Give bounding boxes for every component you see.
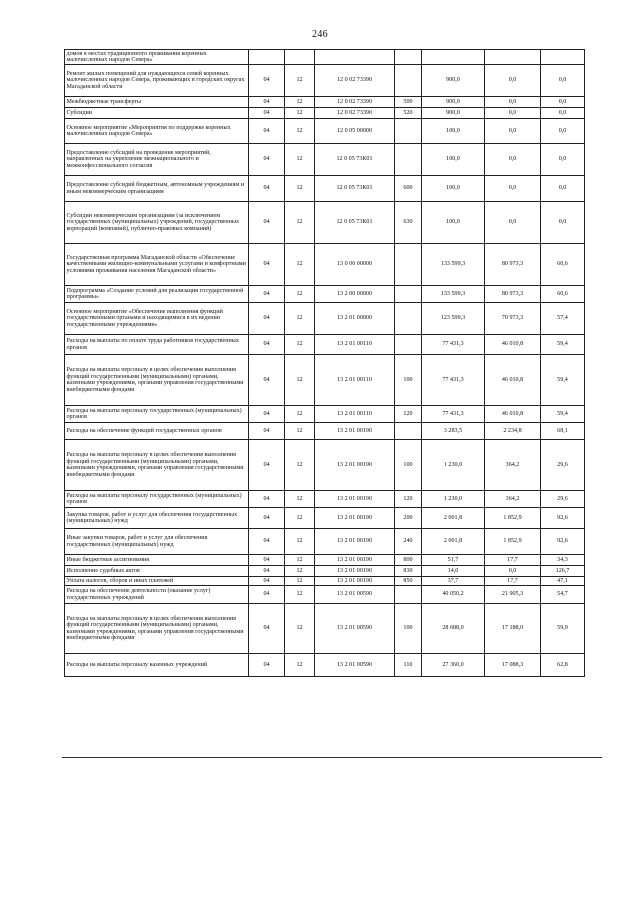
budget-table bbox=[64, 49, 585, 677]
planned-amount-cell: 77 431,3 bbox=[422, 406, 485, 423]
execution-percent-cell: 0,0 bbox=[541, 108, 585, 119]
row-name-cell: Расходы на выплаты персоналу в целях обеспечения выполнения функций государственными (муниципальными) органами, казенными учреждениями, органами управления государственными внебюджетными фондами bbox=[65, 440, 249, 491]
expense-type-cell bbox=[395, 303, 422, 335]
subsection-code-cell: 12 bbox=[285, 577, 315, 586]
row-name-cell: Иные бюджетные ассигнования bbox=[65, 555, 249, 566]
expense-type-cell bbox=[395, 423, 422, 440]
target-article-cell: 13 2 01 00190 bbox=[315, 566, 395, 577]
subsection-code-cell: 12 bbox=[285, 440, 315, 491]
target-article-cell: 12 0 02 73390 bbox=[315, 65, 395, 97]
execution-percent-cell: 34,3 bbox=[541, 555, 585, 566]
table-row bbox=[65, 202, 585, 244]
section-code-cell: 04 bbox=[249, 555, 285, 566]
subsection-code-cell: 12 bbox=[285, 604, 315, 654]
section-code-cell: 04 bbox=[249, 335, 285, 355]
target-article-cell: 13 2 01 00590 bbox=[315, 586, 395, 604]
page-number: 246 bbox=[312, 29, 328, 40]
expense-type-cell: 240 bbox=[395, 529, 422, 555]
actual-amount-cell: 0,0 bbox=[485, 108, 541, 119]
expense-type-cell bbox=[395, 65, 422, 97]
subsection-code-cell: 12 bbox=[285, 176, 315, 202]
subsection-code-cell: 12 bbox=[285, 108, 315, 119]
subsection-code-cell: 12 bbox=[285, 144, 315, 176]
planned-amount-cell: 37,7 bbox=[422, 577, 485, 586]
planned-amount-cell: 3 283,5 bbox=[422, 423, 485, 440]
execution-percent-cell: 29,6 bbox=[541, 491, 585, 508]
table-row bbox=[65, 423, 585, 440]
actual-amount-cell bbox=[485, 50, 541, 65]
target-article-cell: 12 0 02 73390 bbox=[315, 108, 395, 119]
row-name-cell: Основное мероприятие «Обеспечение выполнения функций государственными органами и находящимися в их ведении государственными учреждениями» bbox=[65, 303, 249, 335]
subsection-code-cell: 12 bbox=[285, 654, 315, 677]
row-name-cell: Субсидии bbox=[65, 108, 249, 119]
target-article-cell: 13 2 01 00110 bbox=[315, 335, 395, 355]
target-article-cell: 13 0 00 00000 bbox=[315, 244, 395, 286]
section-code-cell: 04 bbox=[249, 654, 285, 677]
target-article-cell: 13 2 01 00190 bbox=[315, 555, 395, 566]
budget-table-body bbox=[65, 50, 585, 677]
planned-amount-cell: 100,0 bbox=[422, 176, 485, 202]
planned-amount-cell: 100,0 bbox=[422, 144, 485, 176]
subsection-code-cell: 12 bbox=[285, 566, 315, 577]
planned-amount-cell: 77 431,3 bbox=[422, 335, 485, 355]
subsection-code-cell: 12 bbox=[285, 406, 315, 423]
subsection-code-cell bbox=[285, 50, 315, 65]
planned-amount-cell: 14,0 bbox=[422, 566, 485, 577]
actual-amount-cell: 17,7 bbox=[485, 577, 541, 586]
table-row bbox=[65, 303, 585, 335]
subsection-code-cell: 12 bbox=[285, 335, 315, 355]
table-row bbox=[65, 335, 585, 355]
target-article-cell bbox=[315, 50, 395, 65]
planned-amount-cell bbox=[422, 50, 485, 65]
row-name-cell: Расходы на обеспечение функций государственных органов bbox=[65, 423, 249, 440]
row-name-cell: Расходы на выплаты персоналу казенных учреждений bbox=[65, 654, 249, 677]
target-article-cell: 12 0 05 73К01 bbox=[315, 144, 395, 176]
actual-amount-cell: 0,0 bbox=[485, 202, 541, 244]
planned-amount-cell: 900,0 bbox=[422, 97, 485, 108]
table-row bbox=[65, 529, 585, 555]
table-row bbox=[65, 406, 585, 423]
execution-percent-cell: 0,0 bbox=[541, 176, 585, 202]
target-article-cell: 13 2 01 00190 bbox=[315, 508, 395, 529]
row-name-cell: Расходы на выплаты персоналу государственных (муниципальных) органов bbox=[65, 406, 249, 423]
planned-amount-cell: 133 599,3 bbox=[422, 286, 485, 303]
target-article-cell: 12 0 05 73К01 bbox=[315, 176, 395, 202]
section-code-cell: 04 bbox=[249, 577, 285, 586]
planned-amount-cell: 40 050,2 bbox=[422, 586, 485, 604]
execution-percent-cell: 68,1 bbox=[541, 423, 585, 440]
section-code-cell: 04 bbox=[249, 244, 285, 286]
section-code-cell: 04 bbox=[249, 286, 285, 303]
table-row bbox=[65, 176, 585, 202]
expense-type-cell: 520 bbox=[395, 108, 422, 119]
actual-amount-cell: 0,0 bbox=[485, 144, 541, 176]
execution-percent-cell: 60,6 bbox=[541, 244, 585, 286]
table-row bbox=[65, 577, 585, 586]
table-row bbox=[65, 491, 585, 508]
target-article-cell: 13 2 01 00190 bbox=[315, 577, 395, 586]
expense-type-cell: 100 bbox=[395, 355, 422, 406]
row-name-cell: Государственная программа Магаданской области «Обеспечение качественными жилищно-коммунальными услугами и комфортными условиями проживания населения Магаданской области» bbox=[65, 244, 249, 286]
table-row bbox=[65, 244, 585, 286]
table-row bbox=[65, 355, 585, 406]
row-name-cell: домов в местах традиционного проживания коренных малочисленных народов Севера» bbox=[65, 50, 249, 65]
planned-amount-cell: 100,0 bbox=[422, 202, 485, 244]
section-code-cell: 04 bbox=[249, 440, 285, 491]
subsection-code-cell: 12 bbox=[285, 119, 315, 144]
row-name-cell: Основное мероприятие «Мероприятия по поддержке коренных малочисленных народов Севера» bbox=[65, 119, 249, 144]
section-code-cell: 04 bbox=[249, 97, 285, 108]
target-article-cell: 12 0 05 00000 bbox=[315, 119, 395, 144]
target-article-cell: 13 2 01 00190 bbox=[315, 423, 395, 440]
execution-percent-cell bbox=[541, 50, 585, 65]
actual-amount-cell: 80 973,3 bbox=[485, 244, 541, 286]
actual-amount-cell: 46 010,8 bbox=[485, 335, 541, 355]
target-article-cell: 13 2 01 00190 bbox=[315, 440, 395, 491]
section-code-cell: 04 bbox=[249, 423, 285, 440]
actual-amount-cell: 0,0 bbox=[485, 566, 541, 577]
expense-type-cell: 200 bbox=[395, 508, 422, 529]
row-name-cell: Субсидии некоммерческим организациям (за исключением государственных (муниципальных) учреждений, государственных корпораций (компаний), публично-правовых компаний) bbox=[65, 202, 249, 244]
execution-percent-cell: 0,0 bbox=[541, 144, 585, 176]
execution-percent-cell: 59,4 bbox=[541, 406, 585, 423]
section-code-cell: 04 bbox=[249, 566, 285, 577]
subsection-code-cell: 12 bbox=[285, 555, 315, 566]
actual-amount-cell: 0,0 bbox=[485, 119, 541, 144]
section-code-cell: 04 bbox=[249, 144, 285, 176]
expense-type-cell: 850 bbox=[395, 577, 422, 586]
subsection-code-cell: 12 bbox=[285, 244, 315, 286]
table-row bbox=[65, 286, 585, 303]
execution-percent-cell: 126,7 bbox=[541, 566, 585, 577]
section-code-cell: 04 bbox=[249, 119, 285, 144]
target-article-cell: 13 2 01 00190 bbox=[315, 529, 395, 555]
table-row bbox=[65, 604, 585, 654]
expense-type-cell: 600 bbox=[395, 176, 422, 202]
subsection-code-cell: 12 bbox=[285, 423, 315, 440]
actual-amount-cell: 364,2 bbox=[485, 440, 541, 491]
planned-amount-cell: 51,7 bbox=[422, 555, 485, 566]
table-row bbox=[65, 108, 585, 119]
actual-amount-cell: 2 234,8 bbox=[485, 423, 541, 440]
table-row bbox=[65, 97, 585, 108]
execution-percent-cell: 60,6 bbox=[541, 286, 585, 303]
execution-percent-cell: 92,6 bbox=[541, 508, 585, 529]
actual-amount-cell: 1 852,9 bbox=[485, 508, 541, 529]
execution-percent-cell: 0,0 bbox=[541, 65, 585, 97]
planned-amount-cell: 900,0 bbox=[422, 108, 485, 119]
row-name-cell: Ремонт жилых помещений для нуждающихся семей коренных малочисленных народов Севера, проживающих в городских округах Магаданской области bbox=[65, 65, 249, 97]
section-code-cell: 04 bbox=[249, 65, 285, 97]
section-code-cell: 04 bbox=[249, 491, 285, 508]
actual-amount-cell: 17,7 bbox=[485, 555, 541, 566]
expense-type-cell bbox=[395, 144, 422, 176]
row-name-cell: Подпрограмма «Создание условий для реализации государственной программы» bbox=[65, 286, 249, 303]
footer-rule bbox=[62, 757, 602, 758]
table-row bbox=[65, 586, 585, 604]
subsection-code-cell: 12 bbox=[285, 97, 315, 108]
table-row bbox=[65, 65, 585, 97]
actual-amount-cell: 46 010,8 bbox=[485, 355, 541, 406]
target-article-cell: 12 0 02 73390 bbox=[315, 97, 395, 108]
section-code-cell: 04 bbox=[249, 529, 285, 555]
row-name-cell: Предоставление субсидий на проведение мероприятий, направленных на укрепление межнационального и межконфессионального согласия bbox=[65, 144, 249, 176]
actual-amount-cell: 0,0 bbox=[485, 65, 541, 97]
expense-type-cell: 800 bbox=[395, 555, 422, 566]
expense-type-cell bbox=[395, 50, 422, 65]
actual-amount-cell: 17 188,0 bbox=[485, 604, 541, 654]
subsection-code-cell: 12 bbox=[285, 491, 315, 508]
section-code-cell: 04 bbox=[249, 355, 285, 406]
expense-type-cell: 110 bbox=[395, 654, 422, 677]
section-code-cell: 04 bbox=[249, 303, 285, 335]
section-code-cell: 04 bbox=[249, 508, 285, 529]
planned-amount-cell: 133 599,3 bbox=[422, 244, 485, 286]
target-article-cell: 13 2 01 00190 bbox=[315, 491, 395, 508]
expense-type-cell bbox=[395, 586, 422, 604]
row-name-cell: Расходы на выплаты персоналу в целях обеспечения выполнения функций государственными (муниципальными) органами, казенными учреждениями, органами управления государственными внебюджетными фондами bbox=[65, 604, 249, 654]
table-row bbox=[65, 119, 585, 144]
table-row bbox=[65, 566, 585, 577]
execution-percent-cell: 29,6 bbox=[541, 440, 585, 491]
execution-percent-cell: 47,1 bbox=[541, 577, 585, 586]
actual-amount-cell: 17 088,3 bbox=[485, 654, 541, 677]
execution-percent-cell: 62,8 bbox=[541, 654, 585, 677]
planned-amount-cell: 1 230,0 bbox=[422, 440, 485, 491]
expense-type-cell: 100 bbox=[395, 604, 422, 654]
planned-amount-cell: 77 431,3 bbox=[422, 355, 485, 406]
execution-percent-cell: 0,0 bbox=[541, 97, 585, 108]
expense-type-cell: 100 bbox=[395, 440, 422, 491]
actual-amount-cell: 46 010,8 bbox=[485, 406, 541, 423]
table-row bbox=[65, 555, 585, 566]
expense-type-cell: 120 bbox=[395, 406, 422, 423]
subsection-code-cell: 12 bbox=[285, 586, 315, 604]
section-code-cell: 04 bbox=[249, 202, 285, 244]
planned-amount-cell: 900,0 bbox=[422, 65, 485, 97]
target-article-cell: 13 2 01 00110 bbox=[315, 355, 395, 406]
execution-percent-cell: 92,6 bbox=[541, 529, 585, 555]
subsection-code-cell: 12 bbox=[285, 286, 315, 303]
expense-type-cell bbox=[395, 335, 422, 355]
subsection-code-cell: 12 bbox=[285, 303, 315, 335]
planned-amount-cell: 100,0 bbox=[422, 119, 485, 144]
actual-amount-cell: 21 905,3 bbox=[485, 586, 541, 604]
row-name-cell: Расходы на выплаты по оплате труда работников государственных органов bbox=[65, 335, 249, 355]
planned-amount-cell: 27 360,0 bbox=[422, 654, 485, 677]
target-article-cell: 13 2 01 00590 bbox=[315, 654, 395, 677]
actual-amount-cell: 0,0 bbox=[485, 97, 541, 108]
table-row bbox=[65, 50, 585, 65]
expense-type-cell bbox=[395, 119, 422, 144]
expense-type-cell: 630 bbox=[395, 202, 422, 244]
section-code-cell: 04 bbox=[249, 604, 285, 654]
execution-percent-cell: 59,9 bbox=[541, 604, 585, 654]
execution-percent-cell: 54,7 bbox=[541, 586, 585, 604]
execution-percent-cell: 0,0 bbox=[541, 202, 585, 244]
subsection-code-cell: 12 bbox=[285, 529, 315, 555]
row-name-cell: Расходы на выплаты персоналу государственных (муниципальных) органов bbox=[65, 491, 249, 508]
actual-amount-cell: 1 852,9 bbox=[485, 529, 541, 555]
section-code-cell: 04 bbox=[249, 176, 285, 202]
target-article-cell: 13 2 01 00590 bbox=[315, 604, 395, 654]
target-article-cell: 12 0 05 73К01 bbox=[315, 202, 395, 244]
section-code-cell: 04 bbox=[249, 586, 285, 604]
table-row bbox=[65, 440, 585, 491]
actual-amount-cell: 364,2 bbox=[485, 491, 541, 508]
expense-type-cell: 120 bbox=[395, 491, 422, 508]
row-name-cell: Расходы на обеспечение деятельности (оказание услуг) государственных учреждений bbox=[65, 586, 249, 604]
section-code-cell: 04 bbox=[249, 406, 285, 423]
section-code-cell bbox=[249, 50, 285, 65]
planned-amount-cell: 2 001,8 bbox=[422, 508, 485, 529]
row-name-cell: Закупка товаров, работ и услуг для обеспечения государственных (муниципальных) нужд bbox=[65, 508, 249, 529]
table-row bbox=[65, 654, 585, 677]
planned-amount-cell: 123 599,3 bbox=[422, 303, 485, 335]
expense-type-cell bbox=[395, 286, 422, 303]
row-name-cell: Исполнение судебных актов bbox=[65, 566, 249, 577]
expense-type-cell bbox=[395, 244, 422, 286]
table-row bbox=[65, 144, 585, 176]
row-name-cell: Уплата налогов, сборов и иных платежей bbox=[65, 577, 249, 586]
row-name-cell: Иные закупки товаров, работ и услуг для обеспечения государственных (муниципальных) нужд bbox=[65, 529, 249, 555]
subsection-code-cell: 12 bbox=[285, 65, 315, 97]
expense-type-cell: 830 bbox=[395, 566, 422, 577]
planned-amount-cell: 2 001,8 bbox=[422, 529, 485, 555]
row-name-cell: Расходы на выплаты персоналу в целях обеспечения выполнения функций государственными (муниципальными) органами, казенными учреждениями, органами управления государственными внебюджетными фондами bbox=[65, 355, 249, 406]
subsection-code-cell: 12 bbox=[285, 202, 315, 244]
expense-type-cell: 500 bbox=[395, 97, 422, 108]
table-row bbox=[65, 508, 585, 529]
subsection-code-cell: 12 bbox=[285, 355, 315, 406]
planned-amount-cell: 1 230,0 bbox=[422, 491, 485, 508]
execution-percent-cell: 0,0 bbox=[541, 119, 585, 144]
target-article-cell: 13 2 01 00110 bbox=[315, 406, 395, 423]
section-code-cell: 04 bbox=[249, 108, 285, 119]
execution-percent-cell: 59,4 bbox=[541, 355, 585, 406]
target-article-cell: 13 2 01 00000 bbox=[315, 303, 395, 335]
planned-amount-cell: 28 688,0 bbox=[422, 604, 485, 654]
actual-amount-cell: 0,0 bbox=[485, 176, 541, 202]
execution-percent-cell: 57,4 bbox=[541, 303, 585, 335]
target-article-cell: 13 2 00 00000 bbox=[315, 286, 395, 303]
actual-amount-cell: 80 973,3 bbox=[485, 286, 541, 303]
row-name-cell: Межбюджетные трансферты bbox=[65, 97, 249, 108]
subsection-code-cell: 12 bbox=[285, 508, 315, 529]
row-name-cell: Предоставление субсидий бюджетным, автономным учреждениям и иным некоммерческим организациям bbox=[65, 176, 249, 202]
execution-percent-cell: 59,4 bbox=[541, 335, 585, 355]
actual-amount-cell: 70 973,3 bbox=[485, 303, 541, 335]
